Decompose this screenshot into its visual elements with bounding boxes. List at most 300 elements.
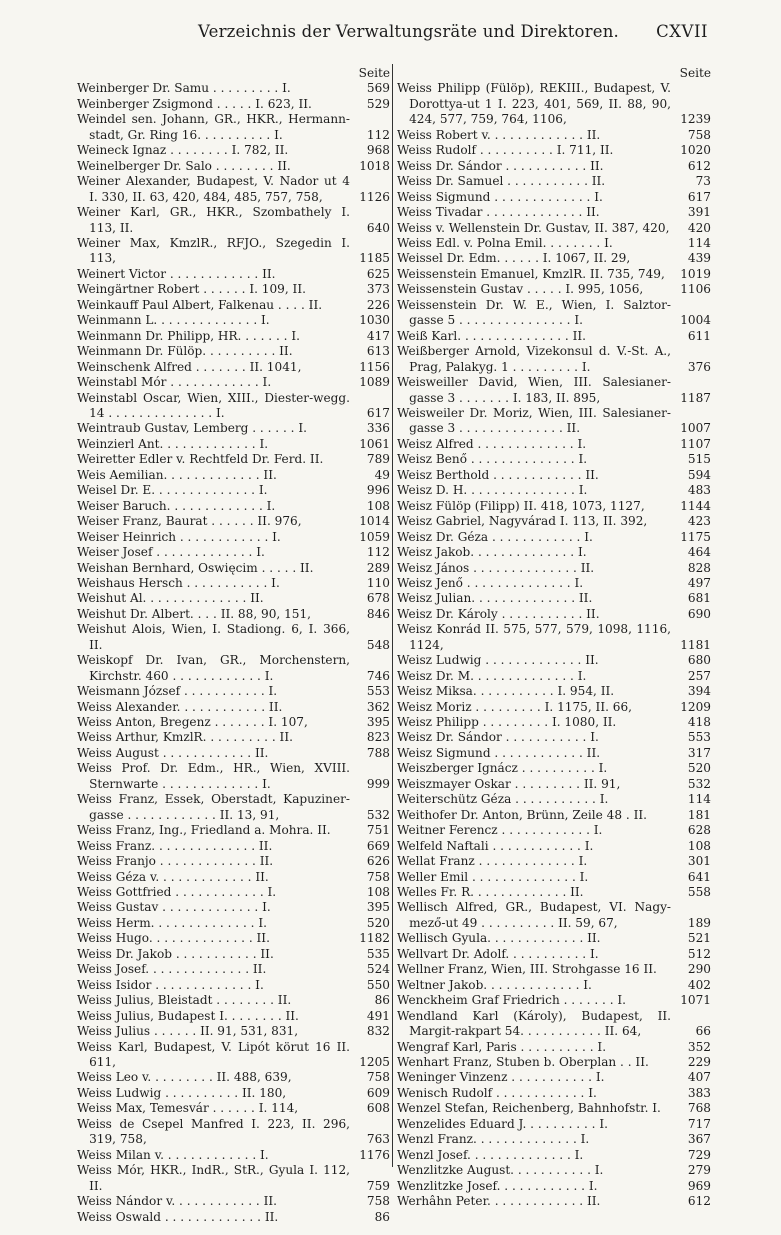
index-entry — [77, 97, 390, 112]
entry-page: 491 — [366, 1008, 390, 1023]
entry-text: Wenckheim Graf Friedrich . . . . . . . I. — [397, 993, 627, 1008]
index-entry — [397, 669, 711, 684]
entry-page: 1030 — [359, 313, 390, 328]
entry-page: 548 — [366, 637, 390, 652]
entry-page: 609 — [366, 1085, 390, 1100]
index-entry — [397, 576, 711, 591]
entry-page: 969 — [687, 1178, 711, 1193]
entry-page: 758 — [366, 1194, 390, 1209]
entry-page: 1059 — [359, 529, 390, 544]
index-entry — [77, 205, 390, 236]
entry-text: Wenhart Franz, Stuben b. Oberplan . . II. — [397, 1055, 649, 1069]
entry-text: Weisz Dr. Sándor . . . . . . . . . . . I. — [397, 730, 599, 745]
index-entry — [397, 746, 711, 761]
index-entry — [397, 1117, 711, 1132]
entry-text: Weisz Ludwig . . . . . . . . . . . . . II. — [397, 653, 599, 668]
index-entry — [397, 1040, 711, 1055]
entry-text: Weiss Julius, Bleistadt . . . . . . . . II. — [77, 993, 292, 1008]
entry-text: Weinberger Zsigmond . . . . . I. 623, II. — [77, 96, 312, 111]
index-entry — [77, 267, 390, 282]
entry-text: Weisweiler Dr. Moriz, Wien, III. Salesianer-gasse 3 . . . . . . . . . . . . . . II. — [397, 405, 671, 436]
index-entry — [397, 622, 711, 653]
index-entry — [397, 205, 711, 220]
entry-page: 391 — [687, 205, 711, 220]
index-entry — [77, 143, 390, 158]
entry-text: Weisz Julian. . . . . . . . . . . . . . II. — [397, 591, 593, 606]
entry-text: Weintraub Gustav, Lemberg . . . . . . I. — [77, 421, 307, 436]
entry-text: Weismann József . . . . . . . . . . . I. — [77, 684, 278, 699]
index-entry — [77, 174, 390, 205]
entry-page: 112 — [366, 545, 390, 560]
index-entry — [397, 545, 711, 560]
entry-page: 768 — [687, 1101, 711, 1116]
entry-text: Welles Fr. R. . . . . . . . . . . . . II. — [397, 885, 584, 900]
entry-text: Weiss Dr. Samuel . . . . . . . . . . . II. — [397, 174, 606, 189]
entry-page: 763 — [366, 1132, 390, 1147]
index-entry — [397, 1086, 711, 1101]
index-entry — [77, 1194, 390, 1209]
entry-text: Weisz Benő . . . . . . . . . . . . . . I. — [397, 452, 588, 467]
index-entry — [77, 514, 390, 529]
index-entry — [397, 251, 711, 266]
entry-page: 617 — [687, 189, 711, 204]
index-entry — [397, 1101, 711, 1116]
entry-page: 112 — [366, 127, 390, 142]
entry-text: Weisz Konrád II. 575, 577, 579, 1098, 1116, 1124, — [397, 622, 671, 652]
entry-text: Weiss Julius . . . . . . II. 91, 531, 831, — [77, 1024, 299, 1039]
entry-text: Weißberger Arnold, Vizekonsul d. V.-St. A., Prag, Palakyg. 1 . . . . . . . . . I. — [397, 344, 671, 374]
entry-page: 483 — [687, 483, 711, 498]
entry-text: Weishut Alois, Wien, I. Stadiong. 6, I. 366, II. — [77, 622, 350, 652]
entry-text: Weisz Miksa. . . . . . . . . . . I. 954, II. — [397, 684, 615, 699]
entry-text: Weiss Franz. . . . . . . . . . . . . . II. — [77, 838, 273, 853]
entry-page: 49 — [374, 467, 390, 482]
entry-text: Weithofer Dr. Anton, Brünn, Zeile 48 . II. — [397, 807, 647, 822]
index-entry — [397, 993, 711, 1008]
entry-page: 336 — [366, 421, 390, 436]
index-entry — [77, 1024, 390, 1039]
entry-text: Weisz János . . . . . . . . . . . . . . II. — [397, 560, 595, 575]
entry-text: Weiss Rudolf . . . . . . . . . . I. 711, II. — [397, 143, 614, 158]
entry-text: Weiner Max, KmzlR., RFJO., Szegedin I. 113, — [77, 235, 350, 266]
entry-text: Weis Aemilian. . . . . . . . . . . . . II. — [77, 467, 277, 482]
entry-page: 626 — [366, 854, 390, 869]
entry-page: 680 — [687, 653, 711, 668]
entry-text: Weiss Oswald . . . . . . . . . . . . . II. — [77, 1209, 279, 1224]
index-entry — [77, 761, 390, 792]
entry-page: 383 — [687, 1085, 711, 1100]
entry-page: 1020 — [680, 143, 711, 158]
entry-page: 1144 — [680, 498, 711, 513]
entry-text: Weiser Heinrich . . . . . . . . . . . . I. — [77, 529, 281, 544]
entry-text: Weninger Vinzenz . . . . . . . . . . . I. — [397, 1070, 605, 1085]
index-entry — [397, 143, 711, 158]
index-entry — [77, 391, 390, 422]
index-entry — [77, 607, 390, 622]
index-entry — [77, 112, 390, 143]
entry-text: Weinzierl Ant. . . . . . . . . . . . . I. — [77, 436, 269, 451]
entry-text: Wenisch Rudolf . . . . . . . . . . . . I. — [397, 1085, 597, 1100]
entry-page: 524 — [366, 962, 390, 977]
index-entry — [77, 329, 390, 344]
seite-label: Seite — [679, 66, 711, 80]
index-entry — [397, 344, 711, 375]
entry-page: 402 — [687, 977, 711, 992]
index-entry — [397, 684, 711, 699]
entry-text: Weiner Karl, GR., HKR., Szombathely I. 113, II. — [77, 205, 350, 235]
entry-page: 108 — [366, 885, 390, 900]
entry-text: Weissenstein Emanuel, KmzlR. II. 735, 749, — [397, 266, 665, 281]
entry-text: Weisz Alfred . . . . . . . . . . . . . I. — [397, 436, 587, 451]
entry-page: 758 — [687, 127, 711, 142]
entry-text: Welfeld Naftali . . . . . . . . . . . . I. — [397, 838, 594, 853]
entry-text: Weinert Victor . . . . . . . . . . . . II. — [77, 266, 276, 281]
index-entry — [77, 1009, 390, 1024]
entry-text: Weisz Berthold . . . . . . . . . . . . II. — [397, 467, 599, 482]
entry-page: 558 — [687, 885, 711, 900]
entry-text: Weltner Jakob. . . . . . . . . . . . . I. — [397, 977, 592, 992]
index-entry — [77, 1117, 390, 1148]
seite-label: Seite — [358, 66, 390, 80]
index-entry — [77, 885, 390, 900]
index-entry — [77, 854, 390, 869]
entry-page: 181 — [687, 807, 711, 822]
index-entry — [77, 916, 390, 931]
index-entry — [397, 808, 711, 823]
index-entry — [77, 684, 390, 699]
entry-page: 520 — [687, 761, 711, 776]
index-entry — [77, 700, 390, 715]
entry-text: Weiss Julius, Budapest I. . . . . . . . II. — [77, 1008, 299, 1023]
entry-text: Weitner Ferencz . . . . . . . . . . . . I. — [397, 823, 603, 838]
entry-text: Weisz D. H. . . . . . . . . . . . . . . I. — [397, 483, 588, 498]
index-entry — [77, 993, 390, 1008]
right-column — [397, 66, 711, 1210]
index-entry — [397, 298, 711, 329]
index-entry — [397, 81, 711, 127]
entry-text: Weisz Fülöp (Filipp) II. 418, 1073, 1127, — [397, 498, 645, 513]
entry-text: Weinschenk Alfred . . . . . . . II. 1041, — [77, 359, 302, 374]
index-entry — [397, 1132, 711, 1147]
entry-text: Weinmann L. . . . . . . . . . . . . . I. — [77, 313, 270, 328]
index-entry — [397, 1179, 711, 1194]
entry-page: 628 — [687, 823, 711, 838]
entry-text: Weindel sen. Johann, GR., HKR., Hermann-stadt, Gr. Ring 16. . . . . . . . . . I. — [77, 112, 350, 142]
index-entry — [397, 1055, 711, 1070]
index-entry — [397, 468, 711, 483]
entry-text: Weiss Philipp (Fülöp), REKIII., Budapest, V. Dorottya-ut 1 I. 223, 401, 569, II. 88, 90, 424, 577, 759, 764, 1106, — [397, 81, 671, 127]
index-entry — [77, 576, 390, 591]
entry-page: 464 — [687, 545, 711, 560]
entry-page: 66 — [695, 1024, 711, 1039]
entry-text: Weisz Moriz . . . . . . . . . I. 1175, II. 66, — [397, 699, 633, 714]
entry-page: 367 — [687, 1132, 711, 1147]
index-entry — [397, 1163, 711, 1178]
entry-page: 226 — [366, 297, 390, 312]
entry-page: 108 — [687, 838, 711, 853]
entry-text: Wenzlitzke August. . . . . . . . . . . I. — [397, 1163, 604, 1178]
entry-page: 846 — [366, 606, 390, 621]
entry-page: 86 — [374, 993, 390, 1008]
entry-page: 729 — [687, 1147, 711, 1162]
entry-text: Weisz Sigmund . . . . . . . . . . . . II. — [397, 745, 601, 760]
index-entry — [77, 421, 390, 436]
entry-text: Weiser Josef . . . . . . . . . . . . . I. — [77, 545, 265, 560]
index-entry — [77, 483, 390, 498]
entry-text: Weinmann Dr. Fülöp. . . . . . . . . . II. — [77, 344, 293, 359]
index-entry — [397, 221, 711, 236]
entry-text: Weiss Max, Temesvár . . . . . . I. 114, — [77, 1101, 299, 1116]
entry-text: Weinelberger Dr. Salo . . . . . . . . II. — [77, 158, 291, 173]
index-entry — [397, 700, 711, 715]
entry-page: 362 — [366, 699, 390, 714]
entry-page: 746 — [366, 668, 390, 683]
entry-text: Weiss Géza v. . . . . . . . . . . . . II. — [77, 869, 269, 884]
index-entry — [397, 1009, 711, 1040]
entry-page: 1061 — [359, 436, 390, 451]
entry-page: 108 — [366, 498, 390, 513]
entry-page: 1156 — [359, 359, 390, 374]
entry-page: 1106 — [680, 282, 711, 297]
page-title: Verzeichnis der Verwaltungsräte und Direktoren. — [198, 22, 620, 41]
entry-page: 110 — [366, 575, 390, 590]
running-header — [78, 22, 708, 46]
index-entry — [397, 1070, 711, 1085]
index-entry — [77, 947, 390, 962]
entry-text: Weiss August . . . . . . . . . . . . II. — [77, 745, 269, 760]
entry-text: Weiss Karl, Budapest, V. Lipót körut 16 II. 611, — [77, 1039, 350, 1069]
index-entry — [77, 653, 390, 684]
entry-text: Weishan Bernhard, Oswięcim . . . . . II. — [77, 560, 314, 575]
entry-text: Weiszmayer Oskar . . . . . . . . . II. 91, — [397, 776, 621, 791]
entry-page: 612 — [687, 1194, 711, 1209]
entry-page: 550 — [366, 977, 390, 992]
entry-page: 751 — [366, 823, 390, 838]
index-entry — [397, 406, 711, 437]
index-entry — [77, 298, 390, 313]
entry-page: 608 — [366, 1101, 390, 1116]
index-entry — [397, 777, 711, 792]
index-entry — [397, 885, 711, 900]
entry-text: Wellat Franz . . . . . . . . . . . . . I. — [397, 854, 588, 869]
entry-text: Weinberger Dr. Samu . . . . . . . . . I. — [77, 81, 291, 96]
entry-text: Weiss Sigmund . . . . . . . . . . . . . I. — [397, 189, 603, 204]
entry-text: Weiss Gottfried . . . . . . . . . . . . I. — [77, 885, 277, 900]
entry-text: Weller Emil . . . . . . . . . . . . . . I. — [397, 869, 589, 884]
entry-page: 1239 — [680, 112, 711, 127]
index-entry — [397, 499, 711, 514]
entry-page: 612 — [687, 158, 711, 173]
entry-text: Wenzelides Eduard J. . . . . . . . . . I. — [397, 1116, 608, 1131]
entry-page: 1089 — [359, 375, 390, 390]
entry-page: 535 — [366, 946, 390, 961]
index-entry — [397, 452, 711, 467]
index-entry — [77, 715, 390, 730]
entry-text: Wengraf Karl, Paris . . . . . . . . . . I. — [397, 1039, 607, 1054]
index-entry — [77, 282, 390, 297]
entry-page: 189 — [687, 915, 711, 930]
index-entry — [397, 823, 711, 838]
index-entry — [397, 839, 711, 854]
entry-page: 290 — [687, 962, 711, 977]
index-entry — [397, 962, 711, 977]
entry-text: Weiss Hugo. . . . . . . . . . . . . . II. — [77, 931, 270, 946]
entry-page: 395 — [366, 900, 390, 915]
index-entry — [397, 854, 711, 869]
column-divider — [392, 64, 393, 1167]
entry-page: 681 — [687, 591, 711, 606]
index-entry — [77, 591, 390, 606]
entry-page: 678 — [366, 591, 390, 606]
entry-text: Weiss Edl. v. Polna Emil. . . . . . . . I. — [397, 235, 613, 250]
index-entry — [397, 128, 711, 143]
index-entry — [77, 870, 390, 885]
entry-page: 1007 — [680, 421, 711, 436]
entry-page: 521 — [687, 931, 711, 946]
entry-page: 1181 — [680, 637, 711, 652]
entry-page: 520 — [366, 915, 390, 930]
entry-page: 717 — [687, 1116, 711, 1131]
index-entry — [397, 530, 711, 545]
entry-text: Weisz Jakob. . . . . . . . . . . . . . I. — [397, 545, 587, 560]
index-entry — [77, 545, 390, 560]
index-entry — [77, 839, 390, 854]
index-entry — [397, 715, 711, 730]
entry-text: Weiss Dr. Sándor . . . . . . . . . . . II. — [397, 158, 604, 173]
entry-page: 968 — [366, 143, 390, 158]
index-entry — [397, 931, 711, 946]
entry-page: 439 — [687, 251, 711, 266]
index-entry — [77, 468, 390, 483]
index-entry — [77, 499, 390, 514]
entry-text: Weiss Isidor . . . . . . . . . . . . . I. — [77, 977, 264, 992]
entry-page: 529 — [366, 96, 390, 111]
index-entry — [77, 375, 390, 390]
index-entry — [77, 792, 390, 823]
entry-text: Weisz Dr. M. . . . . . . . . . . . . . I. — [397, 668, 587, 683]
entry-text: Wendland Karl (Károly), Budapest, II. Margit-rakpart 54. . . . . . . . . . . II. 64, — [397, 1008, 671, 1039]
index-entry — [397, 375, 711, 406]
entry-text: Wellisch Gyula. . . . . . . . . . . . . II. — [397, 931, 601, 946]
entry-page: 317 — [687, 745, 711, 760]
entry-text: Weiss Prof. Dr. Edm., HR., Wien, XVIII. Sternwarte . . . . . . . . . . . . . I. — [77, 761, 350, 791]
entry-page: 1187 — [680, 390, 711, 405]
index-entry — [397, 1148, 711, 1163]
index-entry — [397, 159, 711, 174]
index-entry — [77, 344, 390, 359]
index-entry — [397, 282, 711, 297]
entry-page: 553 — [366, 684, 390, 699]
index-entry — [77, 313, 390, 328]
entry-page: 497 — [687, 575, 711, 590]
entry-text: Weiss Ludwig . . . . . . . . . . II. 180, — [77, 1085, 287, 1100]
entry-page: 532 — [687, 776, 711, 791]
index-entry — [77, 730, 390, 745]
entry-text: Weiss Franjo . . . . . . . . . . . . . II. — [77, 854, 274, 869]
index-entry — [77, 159, 390, 174]
index-entry — [77, 561, 390, 576]
entry-text: Weiskopf Dr. Ivan, GR., Morchenstern, Kirchstr. 460 . . . . . . . . . . . . I. — [77, 653, 350, 683]
entry-page: 640 — [366, 220, 390, 235]
index-entry — [77, 236, 390, 267]
entry-text: Wenzlitzke Josef. . . . . . . . . . . . I. — [397, 1178, 598, 1193]
entry-text: Weisweiller David, Wien, III. Salesianer-gasse 3 . . . . . . . I. 183, II. 895, — [397, 375, 671, 405]
index-entry — [397, 561, 711, 576]
entry-page: 418 — [687, 715, 711, 730]
index-entry — [77, 1086, 390, 1101]
entry-text: Weiss Nándor v. . . . . . . . . . . . II. — [77, 1194, 278, 1209]
entry-page: 1004 — [680, 313, 711, 328]
entry-page: 279 — [687, 1163, 711, 1178]
index-entry — [397, 236, 711, 251]
index-entry — [77, 1210, 390, 1225]
entry-page: 1182 — [359, 931, 390, 946]
entry-text: Weiss Gustav . . . . . . . . . . . . . I. — [77, 900, 271, 915]
index-entry — [397, 792, 711, 807]
index-entry — [77, 530, 390, 545]
entry-page: 690 — [687, 606, 711, 621]
index-entry — [397, 1194, 711, 1209]
entry-page: 823 — [366, 730, 390, 745]
entry-page: 73 — [695, 174, 711, 189]
entry-page: 1014 — [359, 514, 390, 529]
entry-text: Weiser Baruch. . . . . . . . . . . . . I. — [77, 498, 276, 513]
entry-page: 1107 — [680, 436, 711, 451]
entry-page: 395 — [366, 715, 390, 730]
entry-text: Wellvart Dr. Adolf. . . . . . . . . . . I. — [397, 946, 599, 961]
entry-text: Weinstabl Mór . . . . . . . . . . . . I. — [77, 375, 272, 390]
entry-page: 1205 — [359, 1055, 390, 1069]
index-entry — [77, 900, 390, 915]
entry-page: 759 — [366, 1178, 390, 1193]
index-entry — [77, 1040, 390, 1071]
entry-page: 617 — [366, 405, 390, 420]
entry-text: Wenzl Franz. . . . . . . . . . . . . . I. — [397, 1132, 590, 1147]
entry-text: Weissenstein Gustav . . . . . I. 995, 1056, — [397, 282, 644, 297]
entry-page: 1019 — [680, 266, 711, 281]
index-entry — [397, 514, 711, 529]
index-entry — [77, 746, 390, 761]
entry-page: 1018 — [359, 158, 390, 173]
index-entry — [397, 761, 711, 776]
left-column — [77, 66, 390, 1225]
index-entry — [77, 978, 390, 993]
entry-text: Weiretter Edler v. Rechtfeld Dr. Ferd. II. — [77, 452, 324, 467]
entry-text: Weiß Karl. . . . . . . . . . . . . . . II. — [397, 328, 587, 343]
index-entry — [77, 1163, 390, 1194]
index-entry — [77, 962, 390, 977]
entry-page: 376 — [687, 359, 711, 374]
index-entry — [77, 81, 390, 96]
entry-text: Wenzl Josef. . . . . . . . . . . . . . I. — [397, 1147, 584, 1162]
entry-text: Weiss Herm. . . . . . . . . . . . . . I. — [77, 915, 267, 930]
entry-text: Weiss Franz, Ing., Friedland a. Mohra. II. — [77, 823, 331, 838]
index-entry — [397, 190, 711, 205]
entry-text: Wenzel Stefan, Reichenberg, Bahnhofstr. I. — [397, 1101, 661, 1116]
page-number: CXVII — [656, 22, 708, 41]
entry-text: Weinstabl Oscar, Wien, XIII., Diester-wegg. 14 . . . . . . . . . . . . . . I. — [77, 390, 350, 420]
entry-text: Weisz Jenő . . . . . . . . . . . . . . I. — [397, 575, 584, 590]
entry-page: 832 — [366, 1024, 390, 1039]
index-entry — [77, 823, 390, 838]
entry-page: 114 — [687, 235, 711, 250]
index-entry — [397, 653, 711, 668]
entry-text: Weisz Dr. Károly . . . . . . . . . . . II. — [397, 606, 600, 621]
entry-page: 114 — [687, 792, 711, 807]
entry-text: Weiterschütz Géza . . . . . . . . . . . I. — [397, 792, 609, 807]
entry-text: Wellner Franz, Wien, III. Strohgasse 16 II. — [397, 962, 657, 977]
entry-text: Weishut Al. . . . . . . . . . . . . . II. — [77, 591, 264, 606]
